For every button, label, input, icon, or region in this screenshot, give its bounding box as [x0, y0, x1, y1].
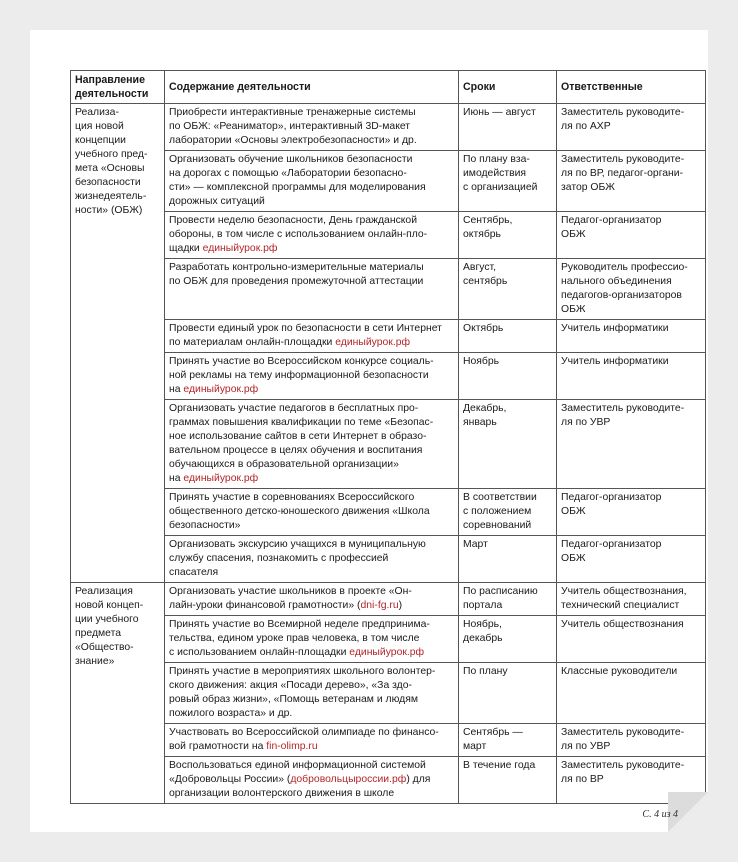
cell-line: затор ОБЖ	[561, 182, 615, 193]
table-row	[71, 151, 706, 212]
cell-line: Принять участие во Всемирной неделе предпринима-	[169, 619, 430, 630]
deadline-cell	[459, 104, 557, 151]
cell-line: март	[463, 741, 487, 752]
deadline-cell	[459, 353, 557, 400]
content-tail: на	[169, 384, 184, 395]
table-row	[71, 212, 706, 259]
content-cell	[165, 536, 459, 583]
header-content: Содержание деятельности	[165, 71, 459, 104]
cell-line: пожилого возраста» и др.	[169, 708, 293, 719]
cell-line: ности» (ОБЖ)	[75, 205, 143, 216]
table-row	[71, 536, 706, 583]
cell-line: По плану	[463, 666, 508, 677]
table-row	[71, 583, 706, 616]
cell-line: Участвовать во Всероссийской олимпиаде по финансо-	[169, 727, 439, 738]
page-number: С. 4 из 4	[642, 809, 678, 820]
cell-line: обучающихся в образовательной организации»	[169, 459, 399, 470]
content-cell	[165, 104, 459, 151]
cell-line: Учитель информатики	[561, 323, 669, 334]
content-after: ) для	[406, 774, 431, 785]
content-tail: на	[169, 473, 184, 484]
table-row	[71, 757, 706, 804]
header-direction: Направление деятельности	[71, 71, 165, 104]
cell-line: Воспользоваться единой информационной системой	[169, 760, 426, 771]
cell-line: Заместитель руководите-	[561, 727, 685, 738]
cell-line: лаборатории «Основы электробезопасности» и др.	[169, 135, 417, 146]
content-cell	[165, 320, 459, 353]
cell-line: Классные руководители	[561, 666, 678, 677]
content-cell	[165, 400, 459, 489]
cell-line: Заместитель руководите-	[561, 403, 685, 414]
cell-line: безопасности	[75, 177, 141, 188]
cell-line	[169, 599, 454, 613]
cell-line: спасателя	[169, 567, 219, 578]
content-tail: «Добровольцы России» (	[169, 774, 291, 785]
cell-line: Педагог-организатор	[561, 539, 662, 550]
cell-line: ное использование сайтов в сети Интернет в образо-	[169, 431, 427, 442]
deadline-cell	[459, 583, 557, 616]
cell-line: «Общество-	[75, 642, 134, 653]
responsible-cell	[557, 353, 706, 400]
responsible-cell	[557, 259, 706, 320]
website-link[interactable]: единыйурок.рф	[349, 647, 425, 658]
cell-line: мета «Основы	[75, 163, 145, 174]
header-deadline: Сроки	[459, 71, 557, 104]
table-row	[71, 724, 706, 757]
cell-line: Провести неделю безопасности, День гражданской	[169, 215, 418, 226]
cell-line: В течение года	[463, 760, 536, 771]
cell-line: сентябрь	[463, 276, 508, 287]
cell-line: новой концеп-	[75, 600, 144, 611]
deadline-cell	[459, 320, 557, 353]
cell-line: общественного детско-юношеского движения «Школа	[169, 506, 430, 517]
deadline-cell	[459, 536, 557, 583]
cell-line: вательном процессе в целях обучения и воспитания	[169, 445, 423, 456]
direction-cell	[71, 583, 165, 804]
document-page	[30, 30, 708, 832]
cell-line: организации волонтерского движения в школе	[169, 788, 395, 799]
website-link[interactable]: единыйурок.рф	[335, 337, 411, 348]
deadline-cell	[459, 616, 557, 663]
cell-line: Июнь — август	[463, 107, 536, 118]
content-cell	[165, 663, 459, 724]
content-after: )	[398, 600, 403, 611]
cell-line	[169, 336, 454, 350]
cell-line: ского движения: акция «Посади дерево», «За здо-	[169, 680, 412, 691]
cell-line: с организацией	[463, 182, 538, 193]
cell-line: ОБЖ	[561, 304, 586, 315]
cell-line: По плану вза-	[463, 154, 530, 165]
cell-line: нального объединения	[561, 276, 672, 287]
cell-line: Учитель информатики	[561, 356, 669, 367]
cell-line: с положением	[463, 506, 532, 517]
content-cell	[165, 489, 459, 536]
responsible-cell	[557, 724, 706, 757]
responsible-cell	[557, 151, 706, 212]
cell-line: концепции	[75, 135, 126, 146]
cell-line	[169, 646, 454, 660]
cell-line: ля по ВР, педагог-органи-	[561, 168, 684, 179]
cell-line: В соответствии	[463, 492, 537, 503]
cell-line: Руководитель профессио-	[561, 262, 688, 273]
cell-line: ция новой	[75, 121, 124, 132]
cell-line: ции учебного	[75, 614, 139, 625]
table-row	[71, 320, 706, 353]
deadline-cell	[459, 400, 557, 489]
cell-line: Принять участие в соревнованиях Всероссийского	[169, 492, 415, 503]
cell-line: ля по УВР	[561, 417, 611, 428]
cell-line: По расписанию	[463, 586, 538, 597]
website-link[interactable]: добровольцыроссии.рф	[290, 774, 407, 785]
cell-line: знание»	[75, 656, 115, 667]
cell-line: педагогов-организаторов	[561, 290, 682, 301]
responsible-cell	[557, 489, 706, 536]
cell-line: Организовать экскурсию учащихся в муниципальную	[169, 539, 426, 550]
table-row	[71, 353, 706, 400]
content-cell	[165, 724, 459, 757]
cell-line: по ОБЖ для проведения промежуточной аттестации	[169, 276, 424, 287]
cell-line	[169, 472, 454, 486]
cell-line: учебного пред-	[75, 149, 148, 160]
cell-line: безопасности»	[169, 520, 241, 531]
cell-line: тельства, едином уроке прав человека, в том числе	[169, 633, 420, 644]
deadline-cell	[459, 489, 557, 536]
cell-line: на дорогах с помощью «Лаборатории безопасно-	[169, 168, 407, 179]
cell-line: Принять участие в мероприятиях школьного волонтер-	[169, 666, 436, 677]
cell-line: Учитель обществознания,	[561, 586, 687, 597]
content-cell	[165, 353, 459, 400]
cell-line: Организовать обучение школьников безопасности	[169, 154, 413, 165]
website-link[interactable]: dni-fg.ru	[360, 600, 399, 611]
website-link[interactable]: fin-olimp.ru	[266, 741, 318, 752]
cell-line: Педагог-организатор	[561, 215, 662, 226]
website-link[interactable]: единыйурок.рф	[183, 473, 259, 484]
cell-line: Учитель обществознания	[561, 619, 684, 630]
cell-line: сти» — комплексной программы для моделирования	[169, 182, 426, 193]
cell-line: ОБЖ	[561, 506, 586, 517]
table-row	[71, 489, 706, 536]
table-header-row	[71, 71, 706, 104]
cell-line: Разработать контрольно-измерительные материалы	[169, 262, 424, 273]
content-tail: щадки	[169, 243, 203, 254]
cell-line	[169, 242, 454, 256]
cell-line: службу спасения, познакомить с профессией	[169, 553, 389, 564]
cell-line	[169, 740, 454, 754]
responsible-cell	[557, 663, 706, 724]
responsible-cell	[557, 400, 706, 489]
cell-line: Сентябрь —	[463, 727, 523, 738]
cell-line: граммах повышения квалификации по теме «Безопас-	[169, 417, 434, 428]
content-cell	[165, 616, 459, 663]
cell-line: имодействия	[463, 168, 527, 179]
cell-line	[169, 383, 454, 397]
cell-line: ля по АХР	[561, 121, 611, 132]
deadline-cell	[459, 151, 557, 212]
content-cell	[165, 583, 459, 616]
cell-line: соревнований	[463, 520, 532, 531]
cell-line: ной рекламы на тему информационной безопасности	[169, 370, 429, 381]
cell-line: Организовать участие школьников в проекте «Он-	[169, 586, 412, 597]
content-tail: вой грамотности на	[169, 741, 267, 752]
content-cell	[165, 757, 459, 804]
cell-line: дорожных ситуаций	[169, 196, 265, 207]
cell-line: технический специалист	[561, 600, 680, 611]
activity-table	[70, 70, 706, 804]
cell-line: обороны, в том числе с использованием онлайн-пло-	[169, 229, 428, 240]
cell-line: портала	[463, 600, 503, 611]
responsible-cell	[557, 320, 706, 353]
cell-line: Педагог-организатор	[561, 492, 662, 503]
cell-line: Ноябрь,	[463, 619, 502, 630]
table-row	[71, 663, 706, 724]
website-link[interactable]: единыйурок.рф	[183, 384, 259, 395]
deadline-cell	[459, 212, 557, 259]
cell-line: предмета	[75, 628, 122, 639]
responsible-cell	[557, 583, 706, 616]
table-row	[71, 616, 706, 663]
table-row	[71, 400, 706, 489]
cell-line: ОБЖ	[561, 229, 586, 240]
cell-line: по ОБЖ: «Реаниматор», интерактивный 3D-макет	[169, 121, 411, 132]
responsible-cell	[557, 212, 706, 259]
deadline-cell	[459, 663, 557, 724]
content-tail: с использованием онлайн-площадки	[169, 647, 350, 658]
cell-line: декабрь	[463, 633, 503, 644]
responsible-cell	[557, 616, 706, 663]
cell-line: Организовать участие педагогов в бесплатных про-	[169, 403, 419, 414]
cell-line: Провести единый урок по безопасности в сети Интернет	[169, 323, 442, 334]
cell-line: Реализа-	[75, 107, 119, 118]
cell-line: Декабрь,	[463, 403, 507, 414]
cell-line: Приобрести интерактивные тренажерные системы	[169, 107, 416, 118]
responsible-cell	[557, 536, 706, 583]
table-row	[71, 259, 706, 320]
content-tail: лайн-уроки финансовой грамотности» (	[169, 600, 361, 611]
direction-cell	[71, 104, 165, 583]
cell-line: Принять участие во Всероссийском конкурсе социаль-	[169, 356, 434, 367]
content-cell	[165, 151, 459, 212]
cell-line: жизнедеятель-	[75, 191, 147, 202]
deadline-cell	[459, 757, 557, 804]
header-responsible: Ответственные	[557, 71, 706, 104]
cell-line: Март	[463, 539, 488, 550]
cell-line: ля по УВР	[561, 741, 611, 752]
content-cell	[165, 259, 459, 320]
content-cell	[165, 212, 459, 259]
cell-line: Заместитель руководите-	[561, 107, 685, 118]
cell-line: Октябрь	[463, 323, 504, 334]
cell-line: ровый образ жизни», «Помощь ветеранам и людям	[169, 694, 418, 705]
cell-line: Заместитель руководите-	[561, 760, 685, 771]
deadline-cell	[459, 724, 557, 757]
website-link[interactable]: единыйурок.рф	[202, 243, 278, 254]
cell-line: Заместитель руководите-	[561, 154, 685, 165]
cell-line: Реализация	[75, 586, 133, 597]
cell-line: январь	[463, 417, 497, 428]
cell-line	[169, 773, 454, 787]
cell-line: ля по ВР	[561, 774, 604, 785]
table-row	[71, 104, 706, 151]
cell-line: Август,	[463, 262, 497, 273]
deadline-cell	[459, 259, 557, 320]
cell-line: октябрь	[463, 229, 501, 240]
responsible-cell	[557, 104, 706, 151]
cell-line: ОБЖ	[561, 553, 586, 564]
cell-line: Ноябрь	[463, 356, 500, 367]
content-tail: по материалам онлайн-площадки	[169, 337, 336, 348]
cell-line: Сентябрь,	[463, 215, 513, 226]
